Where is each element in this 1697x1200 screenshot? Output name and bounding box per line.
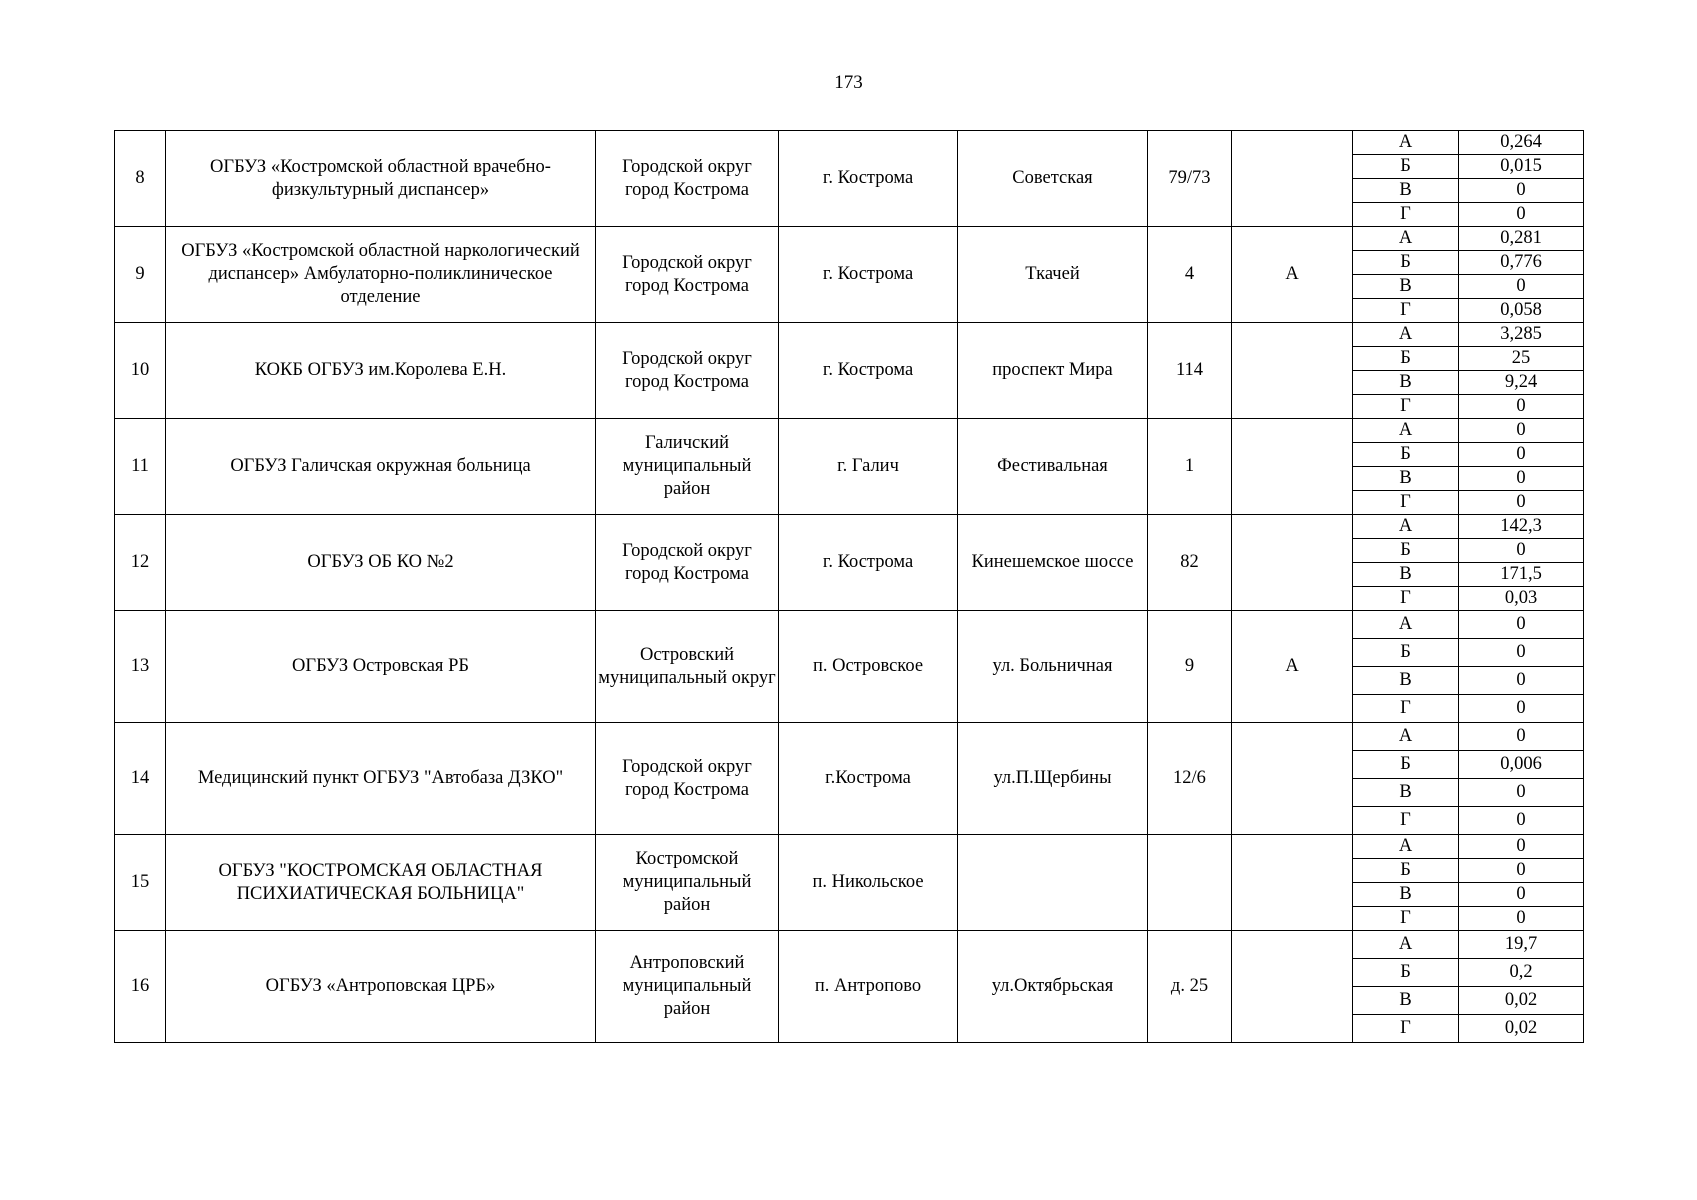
organization-name: ОГБУЗ Галичская окружная больница [166, 419, 596, 515]
class-category: А [1353, 611, 1459, 639]
class-category: Б [1353, 859, 1459, 883]
class-category: Б [1353, 251, 1459, 275]
class-value: 0 [1459, 467, 1584, 491]
class-category: Б [1353, 639, 1459, 667]
extra-letter [1232, 419, 1353, 515]
row-number: 13 [115, 611, 166, 723]
organization-name: ОГБУЗ «Антроповская ЦРБ» [166, 931, 596, 1043]
street: Ткачей [958, 227, 1148, 323]
extra-letter [1232, 931, 1353, 1043]
class-value: 0,776 [1459, 251, 1584, 275]
class-category: Г [1353, 203, 1459, 227]
class-value: 0,2 [1459, 959, 1584, 987]
class-category: А [1353, 723, 1459, 751]
locality: п. Антропово [779, 931, 958, 1043]
organization-name: ОГБУЗ ОБ КО №2 [166, 515, 596, 611]
row-number: 8 [115, 131, 166, 227]
house-number: 114 [1148, 323, 1232, 419]
class-value: 0,281 [1459, 227, 1584, 251]
row-number: 9 [115, 227, 166, 323]
locality: г. Кострома [779, 323, 958, 419]
row-number: 14 [115, 723, 166, 835]
extra-letter [1232, 835, 1353, 931]
organization-name: ОГБУЗ Островская РБ [166, 611, 596, 723]
class-category: А [1353, 323, 1459, 347]
row-number: 11 [115, 419, 166, 515]
extra-letter: А [1232, 611, 1353, 723]
street [958, 835, 1148, 931]
organization-name: Медицинский пункт ОГБУЗ "Автобаза ДЗКО" [166, 723, 596, 835]
class-value: 3,285 [1459, 323, 1584, 347]
organization-name: ОГБУЗ «Костромской областной наркологический диспансер» Амбулаторно-поликлиническое отделение [166, 227, 596, 323]
locality: г. Кострома [779, 131, 958, 227]
extra-letter [1232, 515, 1353, 611]
class-value: 0 [1459, 203, 1584, 227]
class-value: 0 [1459, 667, 1584, 695]
house-number: 4 [1148, 227, 1232, 323]
locality: п. Островское [779, 611, 958, 723]
class-category: В [1353, 779, 1459, 807]
street: ул. Больничная [958, 611, 1148, 723]
class-value: 0 [1459, 807, 1584, 835]
class-value: 0 [1459, 395, 1584, 419]
class-value: 0 [1459, 611, 1584, 639]
table-row [115, 611, 1584, 639]
organization-name: КОКБ ОГБУЗ им.Королева Е.Н. [166, 323, 596, 419]
row-number: 16 [115, 931, 166, 1043]
house-number: 1 [1148, 419, 1232, 515]
table-row [115, 131, 1584, 155]
class-value: 0 [1459, 883, 1584, 907]
class-value: 0,058 [1459, 299, 1584, 323]
table-row [115, 723, 1584, 751]
class-category: Б [1353, 443, 1459, 467]
class-value: 0,006 [1459, 751, 1584, 779]
class-category: Г [1353, 587, 1459, 611]
class-value: 0 [1459, 275, 1584, 299]
house-number [1148, 835, 1232, 931]
class-category: А [1353, 835, 1459, 859]
class-value: 0 [1459, 491, 1584, 515]
class-value: 0,02 [1459, 1015, 1584, 1043]
facilities-table [114, 130, 1584, 1043]
locality: г.Кострома [779, 723, 958, 835]
class-category: Б [1353, 959, 1459, 987]
class-category: А [1353, 419, 1459, 443]
class-value: 0 [1459, 779, 1584, 807]
extra-letter [1232, 131, 1353, 227]
street: Советская [958, 131, 1148, 227]
class-value: 9,24 [1459, 371, 1584, 395]
class-category: В [1353, 987, 1459, 1015]
street: Кинешемское шоссе [958, 515, 1148, 611]
extra-letter: А [1232, 227, 1353, 323]
street: ул.П.Щербины [958, 723, 1148, 835]
class-category: В [1353, 275, 1459, 299]
class-value: 0 [1459, 639, 1584, 667]
organization-name: ОГБУЗ «Костромской областной врачебно-физкультурный диспансер» [166, 131, 596, 227]
district: Галичский муниципальный район [596, 419, 779, 515]
class-category: Г [1353, 491, 1459, 515]
district: Городской округ город Кострома [596, 723, 779, 835]
house-number: 9 [1148, 611, 1232, 723]
class-category: А [1353, 931, 1459, 959]
class-value: 0 [1459, 419, 1584, 443]
class-value: 0 [1459, 723, 1584, 751]
locality: г. Кострома [779, 515, 958, 611]
locality: п. Никольское [779, 835, 958, 931]
class-value: 171,5 [1459, 563, 1584, 587]
locality: г. Кострома [779, 227, 958, 323]
street: ул.Октябрьская [958, 931, 1148, 1043]
row-number: 10 [115, 323, 166, 419]
table-row [115, 835, 1584, 859]
class-value: 19,7 [1459, 931, 1584, 959]
house-number: 79/73 [1148, 131, 1232, 227]
street: Фестивальная [958, 419, 1148, 515]
table-row [115, 515, 1584, 539]
class-value: 0 [1459, 835, 1584, 859]
class-value: 142,3 [1459, 515, 1584, 539]
class-category: Г [1353, 695, 1459, 723]
district: Городской округ город Кострома [596, 515, 779, 611]
district: Островский муниципальный округ [596, 611, 779, 723]
class-category: Г [1353, 907, 1459, 931]
row-number: 12 [115, 515, 166, 611]
class-category: Б [1353, 347, 1459, 371]
class-value: 0,03 [1459, 587, 1584, 611]
class-value: 0 [1459, 859, 1584, 883]
class-category: В [1353, 179, 1459, 203]
class-category: В [1353, 563, 1459, 587]
class-value: 0 [1459, 443, 1584, 467]
organization-name: ОГБУЗ "КОСТРОМСКАЯ ОБЛАСТНАЯ ПСИХИАТИЧЕСКАЯ БОЛЬНИЦА" [166, 835, 596, 931]
table-row [115, 419, 1584, 443]
table-row [115, 323, 1584, 347]
district: Костромской муниципальный район [596, 835, 779, 931]
street: проспект Мира [958, 323, 1148, 419]
class-value: 0,015 [1459, 155, 1584, 179]
district: Городской округ город Кострома [596, 323, 779, 419]
house-number: 12/6 [1148, 723, 1232, 835]
district: Городской округ город Кострома [596, 131, 779, 227]
row-number: 15 [115, 835, 166, 931]
class-category: Г [1353, 1015, 1459, 1043]
district: Городской округ город Кострома [596, 227, 779, 323]
class-value: 0 [1459, 539, 1584, 563]
class-category: В [1353, 371, 1459, 395]
class-category: Б [1353, 155, 1459, 179]
class-category: Б [1353, 539, 1459, 563]
class-value: 0,264 [1459, 131, 1584, 155]
class-category: Г [1353, 299, 1459, 323]
class-value: 25 [1459, 347, 1584, 371]
class-category: В [1353, 883, 1459, 907]
class-value: 0 [1459, 695, 1584, 723]
class-category: Б [1353, 751, 1459, 779]
page-number: 173 [834, 72, 863, 93]
class-category: В [1353, 467, 1459, 491]
class-category: Г [1353, 395, 1459, 419]
class-value: 0 [1459, 179, 1584, 203]
district: Антроповский муниципальный район [596, 931, 779, 1043]
extra-letter [1232, 323, 1353, 419]
table-row [115, 227, 1584, 251]
class-value: 0 [1459, 907, 1584, 931]
class-category: В [1353, 667, 1459, 695]
class-category: А [1353, 515, 1459, 539]
extra-letter [1232, 723, 1353, 835]
table-row [115, 931, 1584, 959]
class-value: 0,02 [1459, 987, 1584, 1015]
house-number: д. 25 [1148, 931, 1232, 1043]
class-category: А [1353, 131, 1459, 155]
class-category: А [1353, 227, 1459, 251]
class-category: Г [1353, 807, 1459, 835]
house-number: 82 [1148, 515, 1232, 611]
locality: г. Галич [779, 419, 958, 515]
